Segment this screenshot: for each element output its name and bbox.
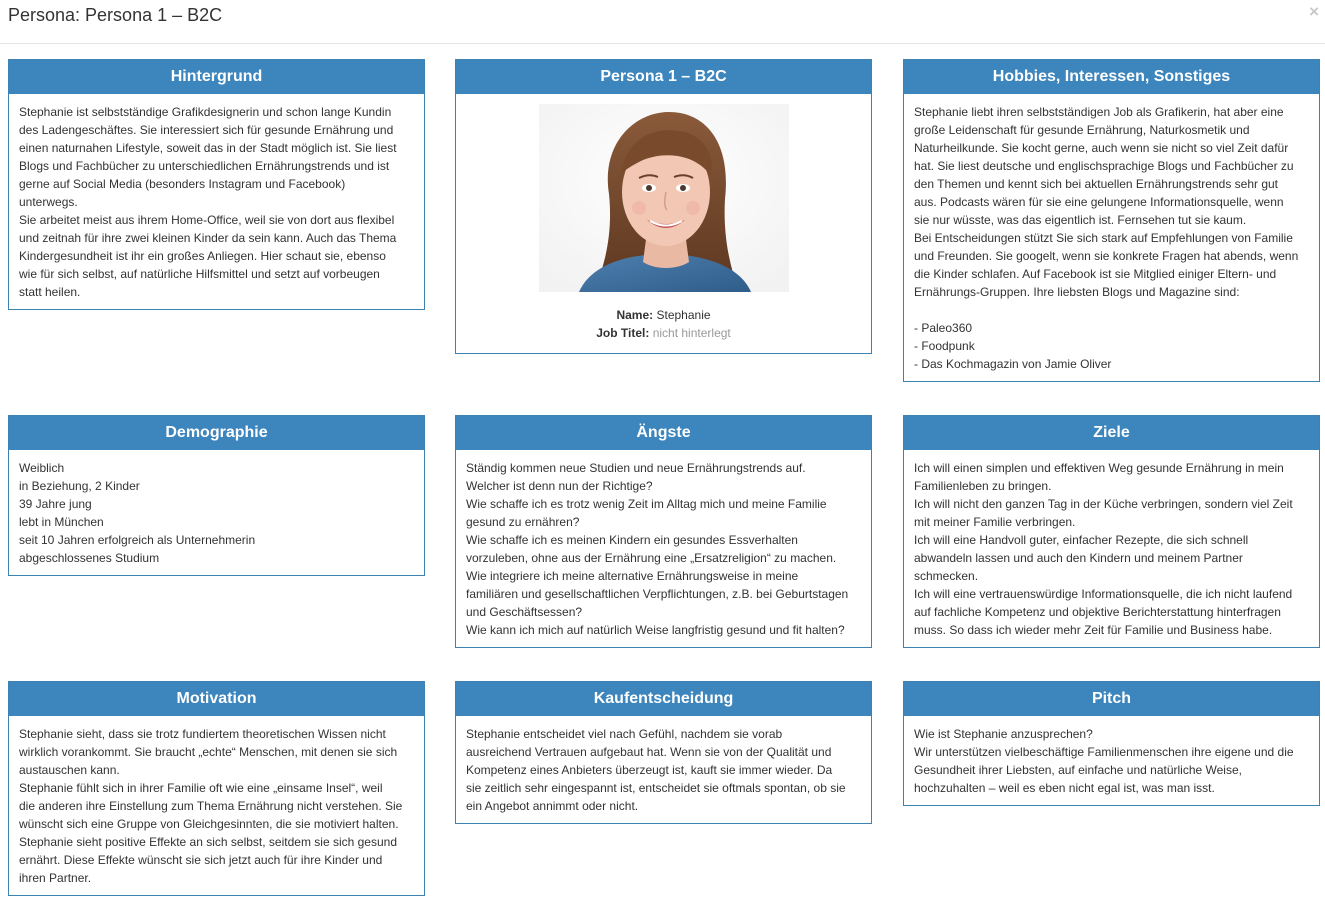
text-line: in Beziehung, 2 Kinder — [19, 479, 140, 493]
text-line: Wie ist Stephanie anzusprechen? — [914, 727, 1093, 741]
persona-name-value: Stephanie — [656, 308, 711, 322]
modal-header — [0, 0, 1325, 44]
text-line: familiären und gesellschaftlichen Verpflichtungen, z.B. bei Geburtstagen — [466, 587, 849, 601]
text-line: und Freunden. Sie googelt, wenn sie konkrete Fragen hat abends, wenn — [914, 249, 1299, 263]
panel-heading-demographie: Demographie — [9, 416, 424, 450]
panel-heading-persona: Persona 1 – B2C — [456, 60, 871, 94]
text-line: seit 10 Jahren erfolgreich als Unternehmerin — [19, 533, 256, 547]
text-line: ausreichend Vertrauen aufgebaut hat. Wenn sie von der Qualität und — [466, 745, 832, 759]
text-line: Ich will nicht den ganzen Tag in der Küche verbringen, sondern viel Zeit — [914, 497, 1293, 511]
text-line: Stephanie entscheidet viel nach Gefühl, nachdem sie vorab — [466, 727, 783, 741]
text-line: ihren Partner. — [19, 871, 92, 885]
text-line: den Themen und kennt sich bei aktuellen Ernährungstrends sehr gut — [914, 177, 1279, 191]
text-line: wünscht sich eine Gruppe von Gleichgesinnten, die sie motiviert halten. — [19, 817, 399, 831]
text-line: muss. So dass ich wieder mehr Zeit für Familie und Business habe. — [914, 623, 1273, 637]
text-line: Blogs und Fachbücher zu unterschiedlichen Ernährungstrends und ist — [19, 159, 390, 173]
text-line: Kompetenz eines Anbieters überzeugt ist, kauft sie immer wieder. Da — [466, 763, 833, 777]
text-line: Ernährungs-Gruppen. Ihre liebsten Blogs und Magazine sind: — [914, 285, 1240, 299]
text-line: wirklich vorankommt. Sie braucht „echte“ Menschen, mit denen sie sich — [19, 745, 398, 759]
panel-heading-aengste: Ängste — [456, 416, 871, 450]
modal-title: Persona: Persona 1 – B2C — [8, 5, 223, 25]
panel-heading-motivation: Motivation — [9, 682, 424, 716]
text-line: 39 Jahre jung — [19, 497, 92, 511]
panel-heading-hintergrund: Hintergrund — [9, 60, 424, 94]
text-line: Ich will eine Handvoll guter, einfacher Rezepte, die sich schnell — [914, 533, 1249, 547]
text-line: und zeitnah für ihre zwei kleinen Kinder da sein kann. Auch das Thema — [19, 231, 397, 245]
text-line: einen naturnahen Lifestyle, soweit das in der Stadt möglich ist. Sie liest — [19, 141, 397, 155]
panel-aengste — [455, 415, 872, 648]
panel-heading-kaufentscheidung: Kaufentscheidung — [456, 682, 871, 716]
text-line: hat. Sie liest deutsche und englischsprachige Blogs und Fachbücher zu — [914, 159, 1294, 173]
persona-job-label: Job Titel: — [596, 326, 650, 340]
text-line: Stephanie sieht, dass sie trotz fundiertem theoretischen Wissen nicht — [19, 727, 386, 741]
persona-portrait-image — [539, 104, 789, 292]
text-line: Naturheilkunde. Sie kocht gerne, auch wenn sie nicht so viel Zeit dafür — [914, 141, 1289, 155]
text-line: Ich will eine vertrauenswürdige Informationsquelle, die ich nicht laufend — [914, 587, 1293, 601]
text-line: Familienleben zu bringen. — [914, 479, 1052, 493]
text-line: Ich will einen simplen und effektiven Weg gesunde Ernährung in mein — [914, 461, 1284, 475]
close-button[interactable]: × — [1309, 2, 1319, 21]
text-line: wie für sich selbst, auf natürliche Hilfsmittel und setzt auf vorbeugen — [19, 267, 380, 281]
text-line: statt heilen. — [19, 285, 81, 299]
text-line: gesund zu ernähren? — [466, 515, 580, 529]
panel-body-motivation — [9, 716, 424, 895]
panel-demographie — [8, 415, 425, 576]
text-line: Stephanie sieht positive Effekte an sich selbst, seitdem sie sich gesund — [19, 835, 397, 849]
panel-pitch — [903, 681, 1320, 806]
panel-body-persona — [456, 94, 871, 353]
text-line: Weiblich — [19, 461, 65, 475]
persona-name-label: Name: — [616, 308, 654, 322]
text-line: Wie kann ich mich auf natürlich Weise langfristig gesund und fit halten? — [466, 623, 845, 637]
text-line: auf fachliche Kompetenz und objektive Berichterstattung hinterfragen — [914, 605, 1281, 619]
text-line: sie nur wüsste, was das eigentlich ist. Fernsehen tut sie kaum. — [914, 213, 1247, 227]
text-line: hochzuhalten – weil es eben nicht egal ist, was man isst. — [914, 781, 1215, 795]
text-line: Stephanie fühlt sich in ihrer Familie oft wie eine „einsame Insel“, weil — [19, 781, 383, 795]
text-line: schmecken. — [914, 569, 979, 583]
text-line — [914, 301, 1309, 319]
text-line: und Geschäftsessen? — [466, 605, 583, 619]
panel-body-ziele — [904, 450, 1319, 647]
text-line: austauschen kann. — [19, 763, 120, 777]
panel-hintergrund — [8, 59, 425, 310]
text-line: Kindergesundheit ist ihr ein großes Anliegen. Hier schaut sie, ebenso — [19, 249, 386, 263]
panel-motivation — [8, 681, 425, 896]
text-line: Gesundheit ihrer Liebsten, auf einfache und natürliche Weise, — [914, 763, 1242, 777]
text-line: mit meiner Familie verbringen. — [914, 515, 1076, 529]
text-line: Wie schaffe ich es meinen Kindern ein gesundes Essverhalten — [466, 533, 798, 547]
panel-body-hobbies — [904, 94, 1319, 381]
text-line: vorzuleben, ohne aus der Ernährung eine „Ersatzreligion“ zu machen. — [466, 551, 837, 565]
text-line: sie zeitlich sehr eingespannt ist, entscheidet sie oftmals spontan, ob sie — [466, 781, 846, 795]
text-line: unterwegs. — [19, 195, 78, 209]
text-line: Wie integriere ich meine alternative Ernährungsweise in meine — [466, 569, 799, 583]
text-line: die anderen ihre Einstellung zum Thema Ernährung nicht verstehen. Sie — [19, 799, 403, 813]
text-line: Welcher ist denn nun der Richtige? — [466, 479, 653, 493]
text-line: große Leidenschaft für gesunde Ernährung, Naturkosmetik und — [914, 123, 1250, 137]
panel-body-aengste — [456, 450, 871, 647]
panel-heading-ziele: Ziele — [904, 416, 1319, 450]
text-line: Wir unterstützen vielbeschäftige Familienmenschen ihre eigene und die — [914, 745, 1294, 759]
text-line: - Foodpunk — [914, 339, 975, 353]
text-line: abwandeln lassen und auch den Kindern und meinem Partner — [914, 551, 1243, 565]
text-line: des Ladengeschäftes. Sie interessiert sich für gesunde Ernährung und — [19, 123, 394, 137]
text-line: Bei Entscheidungen stützt Sie sich stark auf Empfehlungen von Familie — [914, 231, 1293, 245]
persona-job-row — [466, 324, 861, 342]
text-line: gerne auf Social Media (besonders Instagram und Facebook) — [19, 177, 346, 191]
text-line: Ständig kommen neue Studien und neue Ernährungstrends auf. — [466, 461, 806, 475]
text-line: abgeschlossenes Studium — [19, 551, 160, 565]
persona-job-value: nicht hinterlegt — [652, 326, 731, 340]
text-line: ernährt. Diese Effekte wünscht sie sich jetzt auch für ihre Kinder und — [19, 853, 383, 867]
panel-ziele — [903, 415, 1320, 648]
text-line: Stephanie ist selbstständige Grafikdesignerin und schon lange Kundin — [19, 105, 392, 119]
persona-photo — [539, 104, 789, 292]
persona-name-row — [466, 306, 861, 324]
panel-persona — [455, 59, 872, 354]
text-line: die Kinder schlafen. Auf Facebook ist sie Mitglied einiger Eltern- und — [914, 267, 1277, 281]
text-line: Wie schaffe ich es trotz wenig Zeit im Alltag mich und meine Familie — [466, 497, 827, 511]
panel-body-hintergrund — [9, 94, 424, 309]
panel-body-pitch — [904, 716, 1319, 805]
text-line: Stephanie liebt ihren selbstständigen Job als Grafikerin, hat aber eine — [914, 105, 1284, 119]
panel-body-demographie — [9, 450, 424, 575]
text-line: - Paleo360 — [914, 321, 973, 335]
text-line: ein Angebot annimmt oder nicht. — [466, 799, 639, 813]
text-line: aus. Podcasts wären für sie eine gelungene Informationsquelle, wenn — [914, 195, 1284, 209]
panel-body-kaufentscheidung — [456, 716, 871, 823]
panel-hobbies — [903, 59, 1320, 382]
panel-heading-pitch: Pitch — [904, 682, 1319, 716]
panel-heading-hobbies: Hobbies, Interessen, Sonstiges — [904, 60, 1319, 94]
panel-kaufentscheidung — [455, 681, 872, 824]
text-line: Sie arbeitet meist aus ihrem Home-Office, weil sie von dort aus flexibel — [19, 213, 395, 227]
text-line: - Das Kochmagazin von Jamie Oliver — [914, 357, 1112, 371]
text-line: lebt in München — [19, 515, 104, 529]
